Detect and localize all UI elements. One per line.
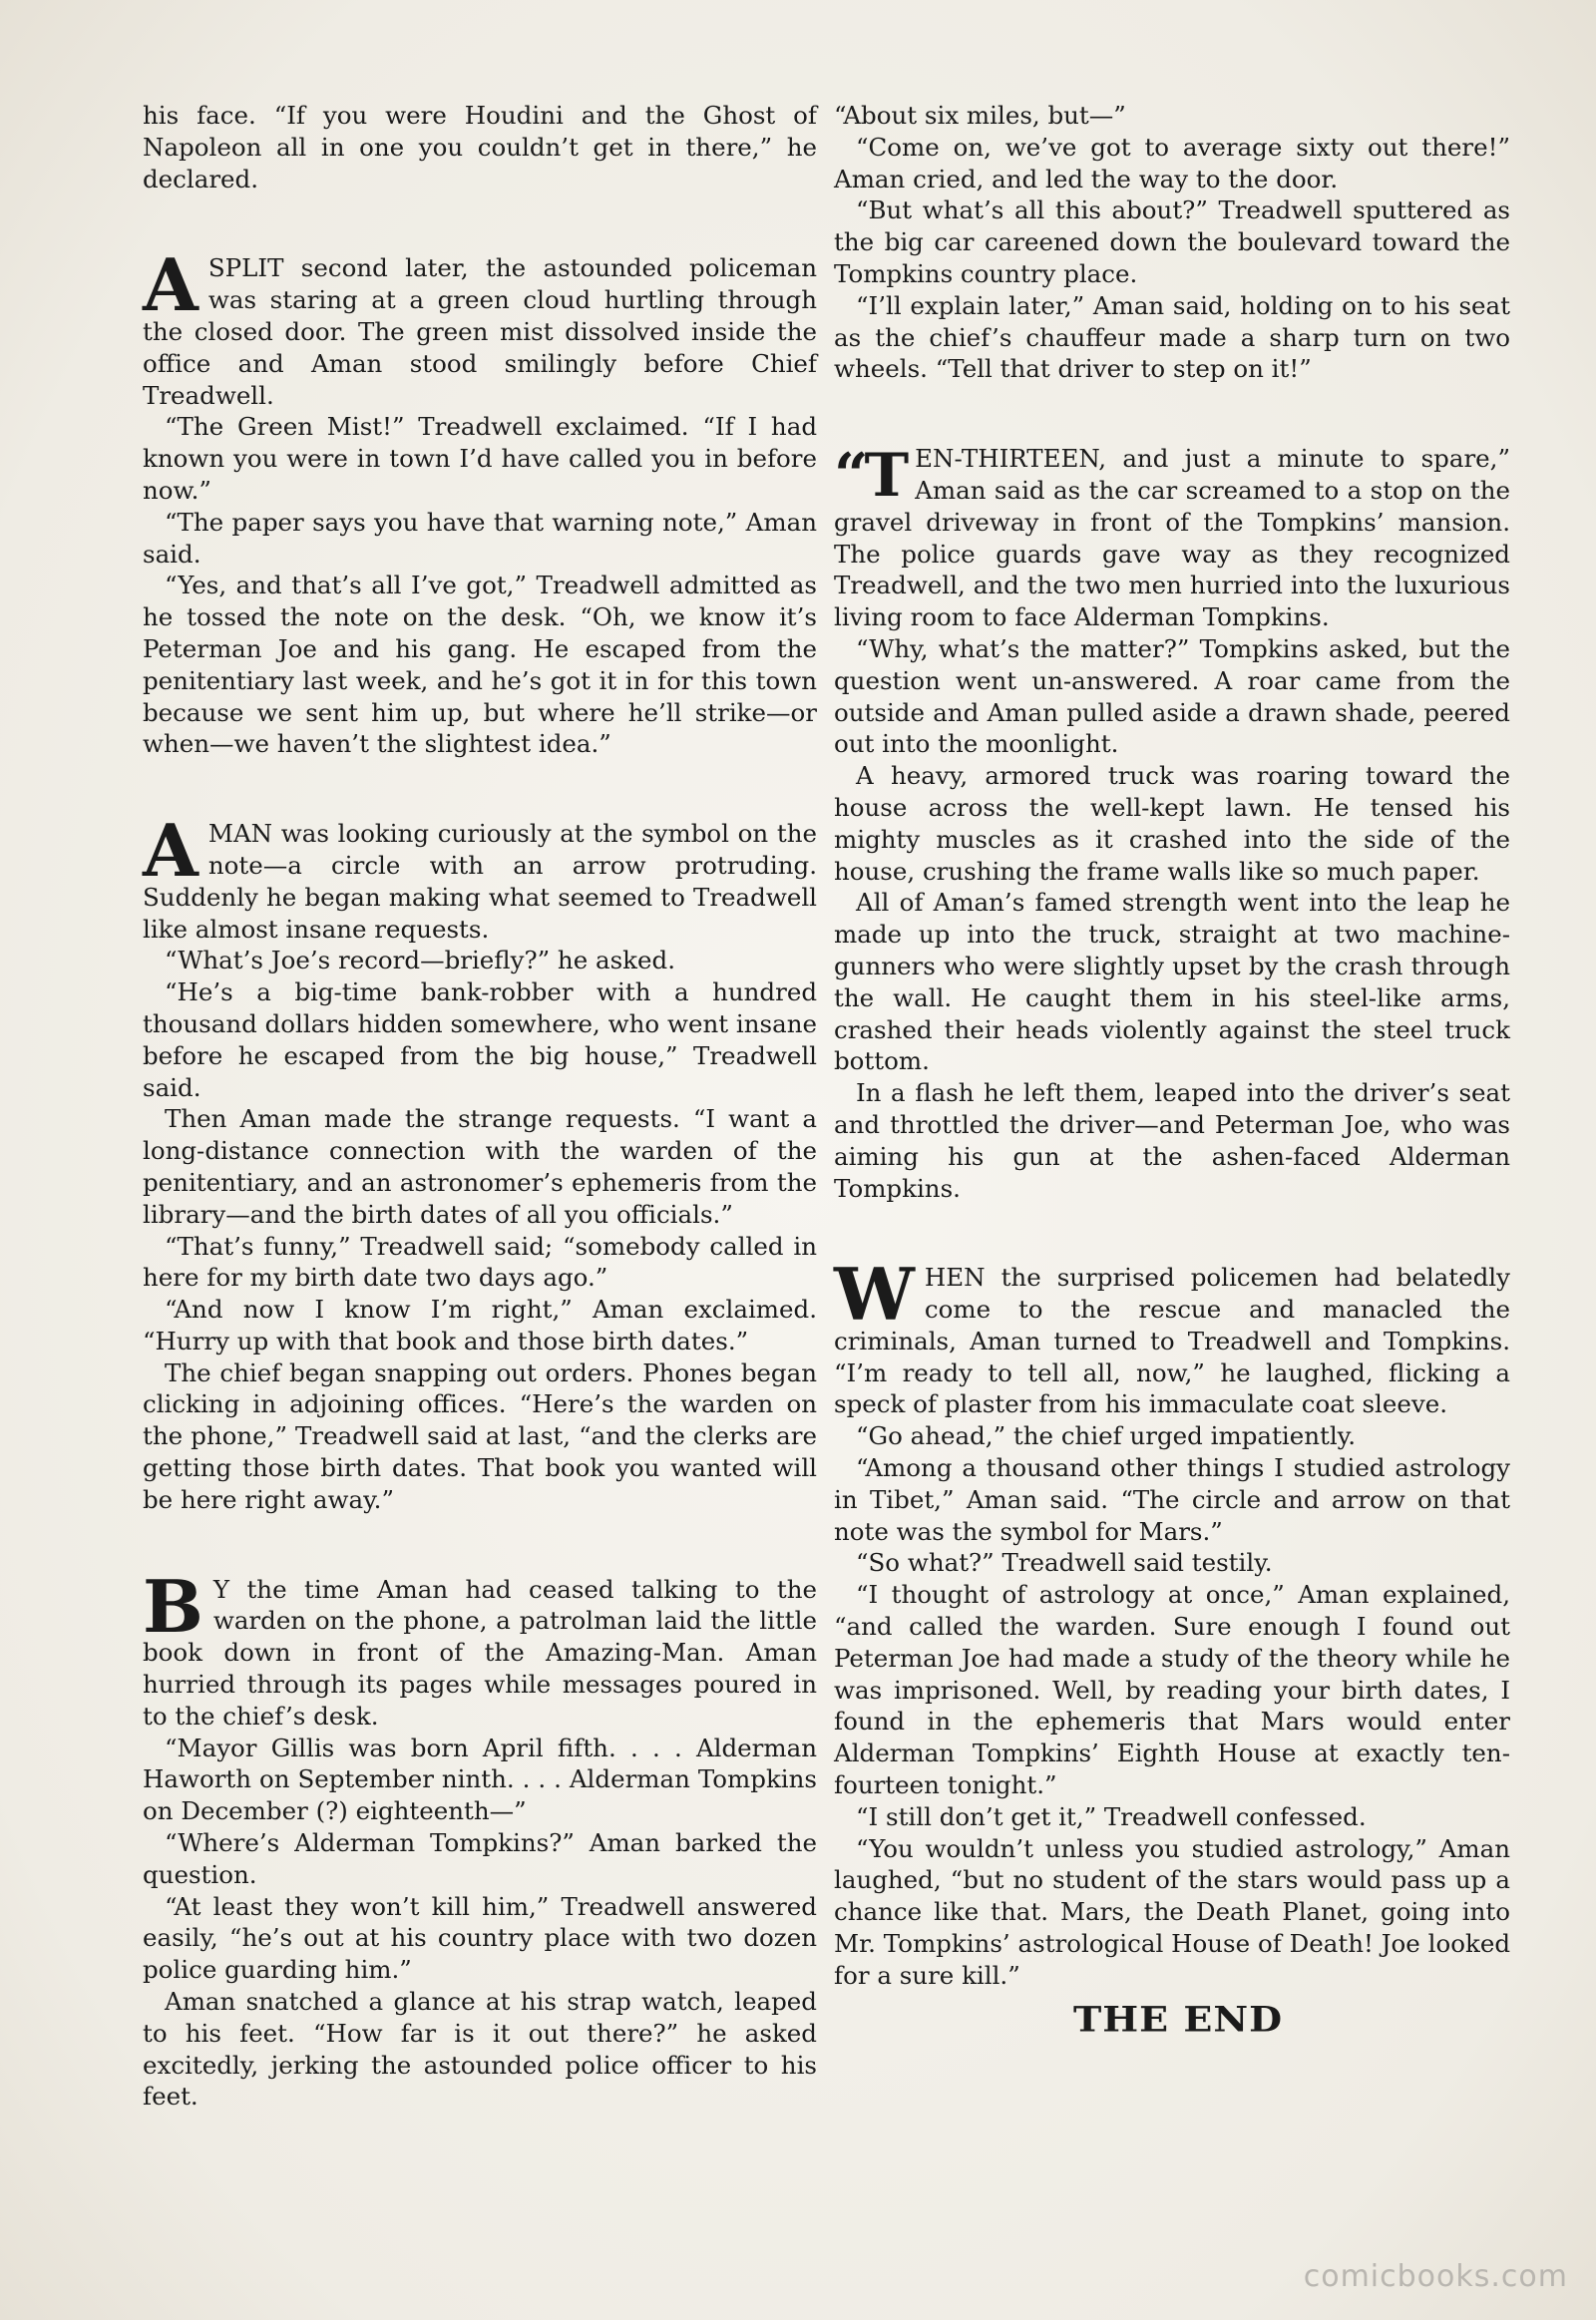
paragraph: “So what?” Treadwell said testily. (856, 1548, 1273, 1578)
drop-cap: W (834, 1252, 915, 1338)
paragraph: Then Aman made the strange requests. “I want a long-distance connection with the warden of the penitentiary, and an astronomer’s ephemeris from the library—and the birth dates of all you officials.” (143, 1104, 817, 1229)
paragraph: “Why, what’s the matter?” Tompkins asked, but the question went un-answered. A roar came from the outside and Aman pulled aside a drawn shade, peered out into the moonlight. (834, 633, 1510, 759)
left-column (143, 100, 817, 2113)
paragraph (834, 443, 1510, 633)
paragraph: “Among a thousand other things I studied astrology in Tibet,” Aman said. “The circle and arrow on that note was the symbol for Mars.” (834, 1453, 1510, 1546)
right-column (834, 100, 1510, 2040)
paragraph (143, 1563, 817, 1733)
paragraph-text: the time Aman had ceased talking to the warden on the phone, a patrolman laid the little book down in front of the Amazing-Man. Aman hurried through its pages while messages poured in to the chief’s desk. (143, 1574, 817, 1731)
paragraph: A heavy, armored truck was roaring toward the house across the well-kept lawn. He tensed his mighty muscles as it crashed into the side of the house, crushing the frame walls like so much paper. (834, 761, 1510, 886)
story-section-7 (834, 1252, 1510, 2040)
paragraph-text: second later, the astounded policeman was staring at a green cloud hurtling through the closed door. The green mist dissolved inside the office and Aman stood smilingly before Chief Treadwell. (143, 253, 817, 410)
paragraph: “What’s Joe’s record—briefly?” he asked. (165, 946, 675, 975)
paragraph: “I thought of astrology at once,” Aman explained, “and called the warden. Sure enough I found out Peterman Joe had made a study of the theory while he was imprisoned. Well, by reading your birth dates, I found in the ephemeris that Mars would enter Alderman Tompkins’ Eighth House at exactly ten-fourteen tonight.” (834, 1580, 1510, 1800)
paragraph: “Where’s Alderman Tompkins?” Aman barked the question. (143, 1828, 817, 1889)
paragraph: “But what’s all this about?” Treadwell sputtered as the big car careened down the boulevard toward the Tompkins country place. (834, 195, 1510, 288)
story-section-2 (143, 242, 817, 760)
paragraph: “Come on, we’ve got to average sixty out there!” Aman cried, and led the way to the door. (834, 132, 1510, 193)
paragraph (834, 1252, 1510, 1420)
lead-word: HEN (924, 1263, 986, 1293)
paragraph: his face. “If you were Houdini and the Ghost of Napoleon all in one you couldn’t get in there,” he declared. (143, 101, 817, 193)
lead-word: Y (212, 1574, 230, 1604)
paragraph-text: was looking curiously at the symbol on the note—a circle with an arrow protruding. Suddenly he began making what seemed to Treadwell like almost insane requests. (143, 819, 817, 944)
paragraph: “Mayor Gillis was born April fifth. . . . Alderman Haworth on September ninth. . . . Alderman Tompkins on December (?) eighteenth—” (143, 1733, 817, 1826)
paragraph: “Yes, and that’s all I’ve got,” Treadwell admitted as he tossed the note on the desk. “Oh, we know it’s Peterman Joe and his gang. He escaped from the penitentiary last week, and he’s got it in for this town because we sent him up, but where he’ll strike—or when—we haven’t the slightest idea.” (143, 571, 817, 759)
lead-word: EN-THIRTEEN, (915, 444, 1107, 474)
paragraph: “At least they won’t kill him,” Treadwell answered easily, “he’s out at his country place with two dozen police guarding him.” (143, 1891, 817, 1985)
paragraph: “That’s funny,” Treadwell said; “somebody called in here for my birth date two days ago.” (143, 1231, 817, 1293)
lead-word: SPLIT (207, 253, 284, 283)
lead-word: MAN (207, 819, 273, 849)
paragraph-text: the surprised policemen had belatedly come to the rescue and manacled the criminals, Aman turned to Treadwell and Tompkins. “I’m ready to tell all, now,” he laughed, flicking a speck of plaster from his immaculate coat sleeve. (834, 1263, 1510, 1419)
paragraph-text: and just a minute to spare,” Aman said as the car screamed to a stop on the gravel driveway in front of the Tompkins’ mansion. The police guards gave way as they recognized Treadwell, and the two men hurried into the luxurious living room to face Alderman Tompkins. (834, 444, 1510, 632)
paragraph: “You wouldn’t unless you studied astrology,” Aman laughed, “but no student of the stars would pass up a chance like that. Mars, the Death Planet, going into Mr. Tompkins’ astrological House of Death! Joe looked for a sure kill.” (834, 1833, 1510, 1990)
drop-cap: A (143, 242, 199, 328)
paragraph: In a flash he left them, leaped into the driver’s seat and throttled the driver—and Peterman Joe, who was aiming his gun at the ashen-faced Alderman Tompkins. (834, 1078, 1510, 1203)
paragraph: The chief began snapping out orders. Phones began clicking in adjoining offices. “Here’s the warden on the phone,” Treadwell said at last, “and the clerks are getting those birth dates. That book you wanted will be here right away.” (143, 1357, 817, 1514)
drop-cap: “T (834, 441, 906, 512)
paragraph (143, 808, 817, 945)
story-section-1 (143, 100, 817, 194)
paragraph: “He’s a big-time bank-robber with a hundred thousand dollars hidden somewhere, who went insane before he escaped from the big house,” Treadwell said. (143, 977, 817, 1102)
drop-cap: A (143, 808, 199, 894)
paragraph: All of Aman’s famed strength went into the leap he made up into the truck, straight at two machine-gunners who were slightly upset by the crash through the wall. He caught them in his steel-like arms, crashed their heads violently against the steel truck bottom. (834, 888, 1510, 1076)
the-end-heading: THE END (1073, 1998, 1284, 2040)
paragraph: “About six miles, but—” (834, 101, 1126, 130)
paragraph: Aman snatched a glance at his strap watch, leaped to his feet. “How far is it out there?” he asked excitedly, jerking the astounded police officer to his feet. (143, 1987, 817, 2112)
story-section-3 (143, 808, 817, 1516)
drop-cap: B (143, 1563, 203, 1649)
story-section-4 (143, 1563, 817, 2114)
paragraph: “I still don’t get it,” Treadwell confessed. (856, 1801, 1367, 1831)
paragraph: “I’ll explain later,” Aman said, holding on to his seat as the chief’s chauffeur made a sharp turn on two wheels. “Tell that driver to step on it!” (834, 290, 1510, 384)
paragraph: “And now I know I’m right,” Aman exclaimed. “Hurry up with that book and those birth dates.” (143, 1295, 817, 1355)
story-section-6 (834, 443, 1510, 1204)
paragraph: “The Green Mist!” Treadwell exclaimed. “If I had known you were in town I’d have called you in before now.” (143, 412, 817, 505)
story-section-5 (834, 100, 1510, 385)
paragraph (143, 242, 817, 411)
paragraph: “The paper says you have that warning note,” Aman said. (143, 507, 817, 569)
watermark: comicbooks.com (1303, 2259, 1568, 2294)
paragraph: “Go ahead,” the chief urged impatiently. (856, 1421, 1357, 1451)
